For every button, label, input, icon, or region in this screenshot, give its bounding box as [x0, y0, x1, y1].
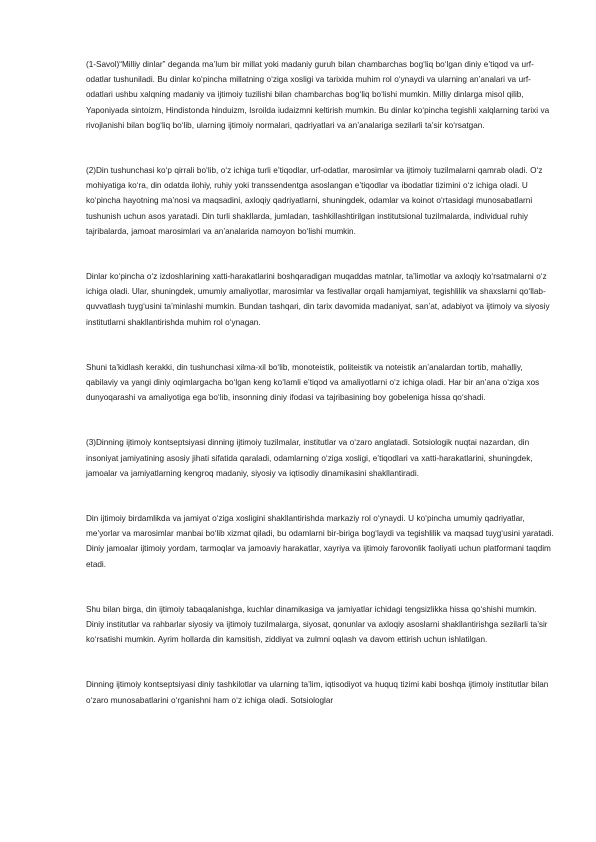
- document-body: [86, 57, 554, 738]
- paragraph-4: Shuni ta’kidlash kerakki, din tushunchasi xilma-xil bo‘lib, monoteistik, politeistik va noteistik an’analardan tortib, mahalliy, qabilaviy va yangi diniy oqimlargacha bo‘lgan keng ko‘lamli e’tiqod va amaliyotlarni o‘z ichiga oladi. Har bir an’ana o‘ziga xos dunyoqarashi va amaliyotiga ega bo‘lib, insonning diniy ifodasi va tajribasining boy gobeleniga hissa qo‘shadi.: [86, 362, 540, 403]
- paragraph-7: Shu bilan birga, din ijtimoiy tabaqalanishga, kuchlar dinamikasiga va jamiyatlar ichidagi tengsizlikka hissa qo‘shishi mumkin. Diniy institutlar va rahbarlar siyosiy va ijtimoiy tuzilmalarga, siyosat, qonunlar va axloqiy asoslarni shakllantirishga sezilarli ta’sir ko‘rsatishi mumkin. Ayrim hollarda din kamsitish, ziddiyat va zulmni oqlash va davom ettirish uchun ishlatilgan.: [86, 604, 548, 645]
- paragraph-2: (2)Din tushunchasi ko‘p qirrali bo‘lib, o‘z ichiga turli e’tiqodlar, urf-odatlar, marosimlar va ijtimoiy tuzilmalarni qamrab oladi. O‘z mohiyatiga ko‘ra, din odatda ilohiy, ruhiy yoki transsendentga asoslangan e’tiqodlar va ibodatlar tizimini o‘z ichiga oladi. U ko‘pincha hayotning ma’nosi va maqsadini, axloqiy qadriyatlarni, shuningdek, odamlar va koinot o‘rtasidagi munosabatlarni tushunish uchun asos yaratadi. Din turli shakllarda, jumladan, tashkillashtirilgan institutsional tuzilmalarda, individual ruhiy tajribalarda, jamoat marosimlari va an’analarida namoyon bo‘lishi mumkin.: [86, 166, 543, 236]
- paragraph-5: (3)Dinning ijtimoiy kontseptsiyasi dinning ijtimoiy tuzilmalar, institutlar va o‘zaro anglatadi. Sotsiologik nuqtai nazardan, din insoniyat jamiyatining asosiy jihati sifatida qaraladi, odamlarning o‘ziga xosligi, e’tiqodlari va xatti-harakatlarini, shuningdek, jamoalar va jamiyatlarning kengroq madaniy, siyosiy va iqtisodiy dinamikasini shakllantiradi.: [86, 438, 533, 478]
- paragraph-6: Din ijtimoiy birdamlikda va jamiyat o‘ziga xosligini shakllantirishda markaziy rol o‘ynaydi. U ko‘pincha umumiy qadriyatlar, me’yorlar va marosimlar manbai bo‘lib xizmat qiladi, bu odamlarni bir-biriga bog‘laydi va tegishlilik va maqsad tuyg‘usini yaratadi. Diniy jamoalar ijtimoiy yordam, tarmoqlar va jamoaviy harakatlar, xayriya va ijtimoiy farovonlik faoliyati uchun platformani taqdim etadi.: [86, 514, 554, 569]
- paragraph-3: Dinlar ko‘pincha o‘z izdoshlarining xatti-harakatlarini boshqaradigan muqaddas matnlar, ta’limotlar va axloqiy ko‘rsatmalarni o‘z ichiga oladi. Ular, shuningdek, umumiy amaliyotlar, marosimlar va festivallar orqali hamjamiyat, tegishlilik va shaxslarni qo‘llab-quvvatlash tuyg‘usini ta’minlashi mumkin. Bundan tashqari, din tarix davomida madaniyat, san’at, adabiyot va ijtimoiy va siyosiy institutlarni shakllantirishda muhim rol o‘ynagan.: [86, 272, 550, 327]
- paragraph-8: Dinning ijtimoiy kontseptsiyasi diniy tashkilotlar va ularning ta’lim, iqtisodiyot va huquq tizimi kabi boshqa ijtimoiy institutlar bilan o‘zaro munosabatlarini o‘rganishni ham o‘z ichiga oladi. Sotsiologlar: [86, 680, 549, 705]
- paragraph-1: (1-Savol)“Milliy dinlar” deganda ma’lum bir millat yoki madaniy guruh bilan chambarchas bog‘liq bo‘lgan diniy e’tiqod va urf-odatlar tushuniladi. Bu dinlar ko‘pincha millatning o‘ziga xosligi va tarixida muhim rol o‘ynaydi va ularning an’analari va urf-odatlari ushbu xalqning madaniy va ijtimoiy tuzilishi bilan chambarchas bog‘liq bo‘lishi mumkin. Milliy dinlarga misol qilib, Yaponiyada sintoizm, Hindistonda hinduizm, Isroilda iudaizmni keltirish mumkin. Bu dinlar ko‘pincha tegishli xalqlarning tarixi va rivojlanishi bilan bog‘liq bo‘lib, ularning ijtimoiy normalari, qadriyatlari va an’analariga sezilarli ta’sir ko‘rsatgan.: [86, 60, 550, 130]
